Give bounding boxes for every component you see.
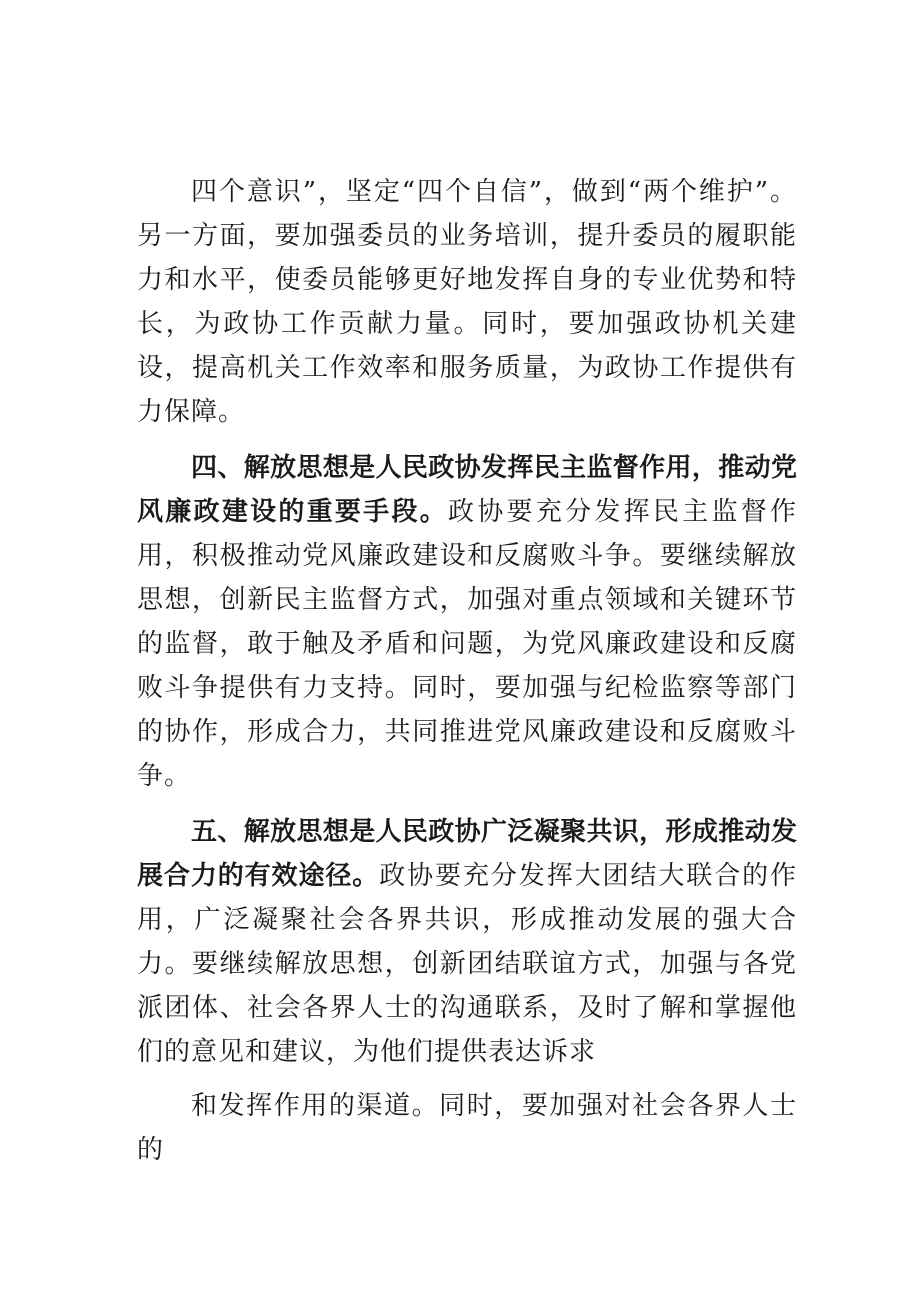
paragraph-continuation xyxy=(137,170,797,434)
paragraph-section-five xyxy=(137,810,797,1074)
paragraph-section-four xyxy=(137,446,797,798)
section-five-text: 政协要充分发挥大团结大联合的作用，广泛凝聚社会各界共识，形成推动发展的强大合力。要继续解放思想，创新团结联谊方式，加强与各党派团体、社会各界人士的沟通联系，及时了解和掌握他们的意见和建议，为他们提供表达诉求 xyxy=(137,861,797,1067)
section-four-heading: 四、解放思想是人民政协发挥民主监督作用，推动党风廉政建设的重要手段。 xyxy=(137,453,797,527)
paragraph-tail xyxy=(137,1084,797,1172)
paragraph-text: 四个意识”，坚定“四个自信”，做到“两个维护”。另一方面，要加强委员的业务培训，提升委员的履职能力和水平，使委员能够更好地发挥自身的专业优势和特长，为政协工作贡献力量。同时，要加强政协机关建设，提高机关工作效率和服务质量，为政协工作提供有力保障。 xyxy=(137,177,797,427)
section-four-text: 政协要充分发挥民主监督作用，积极推动党风廉政建设和反腐败斗争。要继续解放思想，创新民主监督方式，加强对重点领域和关键环节的监督，敢于触及矛盾和问题，为党风廉政建设和反腐败斗争提供有力支持。同时，要加强与纪检监察等部门的协作，形成合力，共同推进党风廉政建设和反腐败斗争。 xyxy=(137,497,797,791)
paragraph-tail-text: 和发挥作用的渠道。同时，要加强对社会各界人士的 xyxy=(137,1091,797,1165)
section-five-heading: 五、解放思想是人民政协广泛凝聚共识，形成推动发展合力的有效途径。 xyxy=(137,817,797,891)
document-body xyxy=(137,170,797,1172)
